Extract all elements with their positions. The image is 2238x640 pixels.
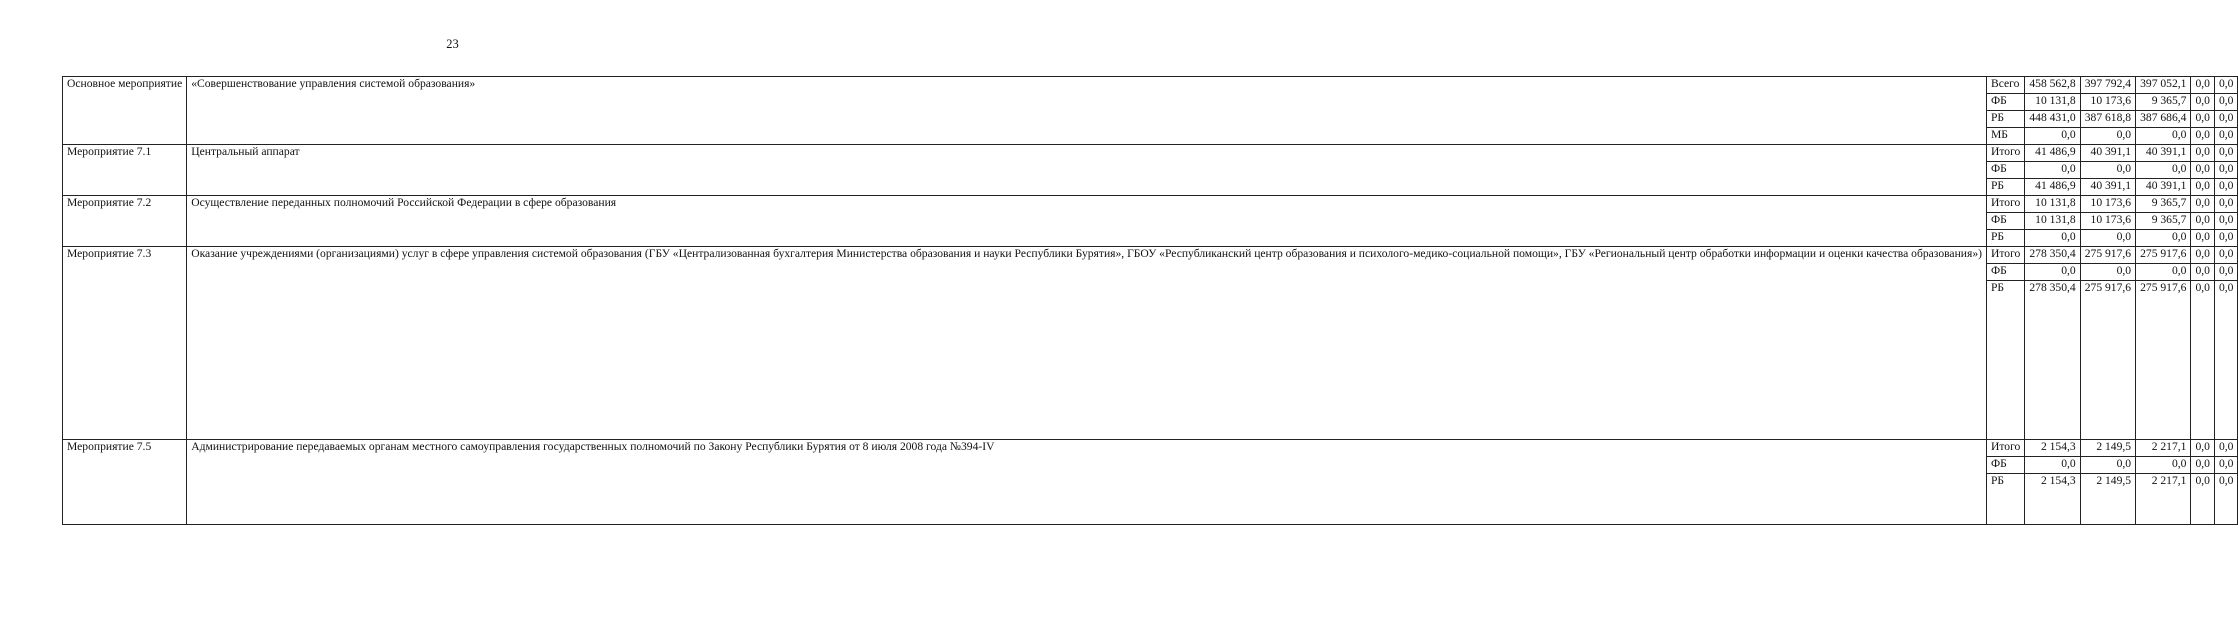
amount-cell: 0,0 xyxy=(2191,457,2215,474)
measure-name-cell: Мероприятие 7.5 xyxy=(63,440,187,525)
amount-cell: 9 365,7 xyxy=(2136,196,2191,213)
measure-name-cell: Мероприятие 7.3 xyxy=(63,247,187,440)
amount-cell: 0,0 xyxy=(2214,230,2238,247)
table-row xyxy=(63,196,2238,213)
amount-cell: 0,0 xyxy=(2214,213,2238,230)
amount-cell: 0,0 xyxy=(2080,162,2135,179)
table-row xyxy=(63,77,2238,94)
amount-cell: 2 217,1 xyxy=(2136,474,2191,525)
amount-cell: 40 391,1 xyxy=(2136,179,2191,196)
funding-source-cell: ФБ xyxy=(1986,162,2024,179)
funding-source-cell: Итого xyxy=(1986,440,2024,457)
amount-cell: 387 618,8 xyxy=(2080,111,2135,128)
amount-cell: 0,0 xyxy=(2191,162,2215,179)
amount-cell: 10 173,6 xyxy=(2080,213,2135,230)
page-number: 23 xyxy=(446,37,459,51)
funding-source-cell: РБ xyxy=(1986,474,2024,525)
amount-cell: 0,0 xyxy=(2191,94,2215,111)
measure-description-cell: Администрирование передаваемых органам местного самоуправления государственных полномочий по Закону Республики Бурятия от 8 июля 2008 года №394-IV xyxy=(187,440,1987,525)
amount-cell: 0,0 xyxy=(2214,281,2238,440)
amount-cell: 0,0 xyxy=(2214,457,2238,474)
amount-cell: 2 154,3 xyxy=(2025,440,2080,457)
funding-source-cell: РБ xyxy=(1986,111,2024,128)
amount-cell: 448 431,0 xyxy=(2025,111,2080,128)
amount-cell: 40 391,1 xyxy=(2080,145,2135,162)
funding-source-cell: Всего xyxy=(1986,77,2024,94)
amount-cell: 41 486,9 xyxy=(2025,179,2080,196)
amount-cell: 397 052,1 xyxy=(2136,77,2191,94)
amount-cell: 2 217,1 xyxy=(2136,440,2191,457)
amount-cell: 0,0 xyxy=(2025,162,2080,179)
amount-cell: 0,0 xyxy=(2025,264,2080,281)
measure-description-cell: Осуществление переданных полномочий Российской Федерации в сфере образования xyxy=(187,196,1987,247)
amount-cell: 0,0 xyxy=(2025,230,2080,247)
amount-cell: 397 792,4 xyxy=(2080,77,2135,94)
amount-cell: 0,0 xyxy=(2136,264,2191,281)
amount-cell: 0,0 xyxy=(2214,264,2238,281)
measure-name-cell: Мероприятие 7.1 xyxy=(63,145,187,196)
amount-cell: 0,0 xyxy=(2191,179,2215,196)
amount-cell: 10 131,8 xyxy=(2025,94,2080,111)
budget-table-body xyxy=(63,77,2238,525)
measure-description-cell: Оказание учреждениями (организациями) услуг в сфере управления системой образования (ГБУ «Централизованная бухгалтерия Министерства образования и науки Республики Бурятия», ГБОУ «Республиканский центр образования и психолого-медико-социальной помощи», ГБУ «Региональный центр обработки информации и оценки качества образования») xyxy=(187,247,1987,440)
amount-cell: 0,0 xyxy=(2080,128,2135,145)
amount-cell: 0,0 xyxy=(2214,162,2238,179)
funding-source-cell: РБ xyxy=(1986,281,2024,440)
funding-source-cell: Итого xyxy=(1986,145,2024,162)
amount-cell: 0,0 xyxy=(2136,128,2191,145)
amount-cell: 275 917,6 xyxy=(2080,247,2135,264)
amount-cell: 2 154,3 xyxy=(2025,474,2080,525)
amount-cell: 278 350,4 xyxy=(2025,247,2080,264)
amount-cell: 0,0 xyxy=(2191,230,2215,247)
amount-cell: 0,0 xyxy=(2080,230,2135,247)
amount-cell: 0,0 xyxy=(2214,247,2238,264)
amount-cell: 0,0 xyxy=(2214,179,2238,196)
funding-source-cell: ФБ xyxy=(1986,457,2024,474)
amount-cell: 2 149,5 xyxy=(2080,474,2135,525)
funding-source-cell: ФБ xyxy=(1986,94,2024,111)
amount-cell: 2 149,5 xyxy=(2080,440,2135,457)
measure-description-cell: «Совершенствование управления системой образования» xyxy=(187,77,1987,145)
funding-source-cell: ФБ xyxy=(1986,213,2024,230)
amount-cell: 0,0 xyxy=(2191,474,2215,525)
amount-cell: 387 686,4 xyxy=(2136,111,2191,128)
amount-cell: 0,0 xyxy=(2136,162,2191,179)
amount-cell: 458 562,8 xyxy=(2025,77,2080,94)
amount-cell: 0,0 xyxy=(2214,474,2238,525)
amount-cell: 0,0 xyxy=(2191,77,2215,94)
amount-cell: 0,0 xyxy=(2191,213,2215,230)
amount-cell: 0,0 xyxy=(2191,128,2215,145)
funding-source-cell: Итого xyxy=(1986,247,2024,264)
amount-cell: 275 917,6 xyxy=(2136,281,2191,440)
amount-cell: 40 391,1 xyxy=(2136,145,2191,162)
amount-cell: 0,0 xyxy=(2214,111,2238,128)
amount-cell: 0,0 xyxy=(2191,264,2215,281)
funding-source-cell: РБ xyxy=(1986,179,2024,196)
amount-cell: 0,0 xyxy=(2025,128,2080,145)
amount-cell: 0,0 xyxy=(2191,440,2215,457)
table-row xyxy=(63,145,2238,162)
amount-cell: 0,0 xyxy=(2080,457,2135,474)
measure-description-cell: Центральный аппарат xyxy=(187,145,1987,196)
amount-cell: 0,0 xyxy=(2136,230,2191,247)
amount-cell: 40 391,1 xyxy=(2080,179,2135,196)
amount-cell: 0,0 xyxy=(2191,247,2215,264)
amount-cell: 0,0 xyxy=(2191,196,2215,213)
amount-cell: 9 365,7 xyxy=(2136,213,2191,230)
amount-cell: 0,0 xyxy=(2136,457,2191,474)
amount-cell: 0,0 xyxy=(2025,457,2080,474)
amount-cell: 0,0 xyxy=(2214,440,2238,457)
measure-name-cell: Основное мероприятие xyxy=(63,77,187,145)
amount-cell: 10 173,6 xyxy=(2080,94,2135,111)
amount-cell: 0,0 xyxy=(2191,281,2215,440)
amount-cell: 0,0 xyxy=(2214,94,2238,111)
amount-cell: 10 131,8 xyxy=(2025,196,2080,213)
amount-cell: 278 350,4 xyxy=(2025,281,2080,440)
amount-cell: 10 173,6 xyxy=(2080,196,2135,213)
amount-cell: 0,0 xyxy=(2214,145,2238,162)
funding-source-cell: МБ xyxy=(1986,128,2024,145)
amount-cell: 0,0 xyxy=(2214,196,2238,213)
amount-cell: 275 917,6 xyxy=(2080,281,2135,440)
amount-cell: 0,0 xyxy=(2191,145,2215,162)
amount-cell: 9 365,7 xyxy=(2136,94,2191,111)
amount-cell: 0,0 xyxy=(2214,128,2238,145)
amount-cell: 0,0 xyxy=(2214,77,2238,94)
amount-cell: 10 131,8 xyxy=(2025,213,2080,230)
table-row xyxy=(63,247,2238,264)
amount-cell: 0,0 xyxy=(2080,264,2135,281)
measure-name-cell: Мероприятие 7.2 xyxy=(63,196,187,247)
funding-source-cell: ФБ xyxy=(1986,264,2024,281)
funding-source-cell: Итого xyxy=(1986,196,2024,213)
funding-source-cell: РБ xyxy=(1986,230,2024,247)
amount-cell: 41 486,9 xyxy=(2025,145,2080,162)
amount-cell: 275 917,6 xyxy=(2136,247,2191,264)
amount-cell: 0,0 xyxy=(2191,111,2215,128)
table-row xyxy=(63,440,2238,457)
budget-table xyxy=(62,76,2238,525)
